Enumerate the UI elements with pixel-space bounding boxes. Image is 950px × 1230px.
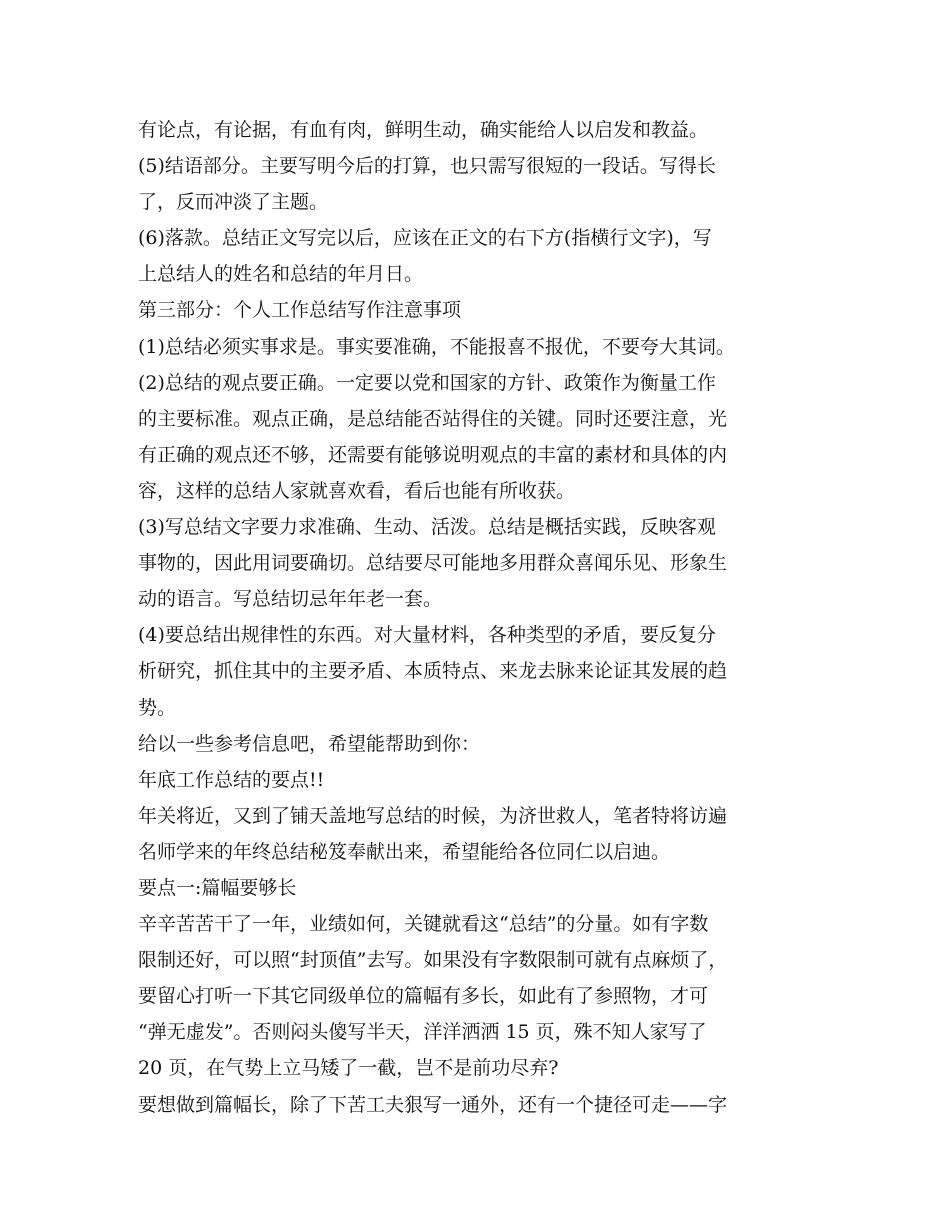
text-line: 事物的，因此用词要确切。总结要尽可能地多用群众喜闻乐见、形象生 <box>138 552 728 575</box>
text-line: (3)写总结文字要力求准确、生动、活泼。总结是概括实践，反映客观 <box>138 516 716 539</box>
text-line: 容，这样的总结人家就喜欢看，看后也能有所收获。 <box>138 479 576 502</box>
text-line: 动的语言。写总结切忌年年老一套。 <box>138 588 443 611</box>
text-line: “弹无虚发”。否则闷头傻写半天，洋洋洒洒 15 页，殊不知人家写了 <box>138 1021 707 1044</box>
text-line: 20 页，在气势上立马矮了一截，岂不是前功尽弃? <box>138 1057 559 1080</box>
text-line: 势。 <box>138 696 177 719</box>
text-line: 析研究，抓住其中的主要矛盾、本质特点、来龙去脉来论证其发展的趋 <box>138 660 728 683</box>
text-line: 有论点，有论据，有血有肉，鲜明生动，确实能给人以启发和教益。 <box>138 119 709 141</box>
document-body <box>138 112 818 1123</box>
text-line: 要留心打听一下其它同级单位的篇幅有多长，如此有了参照物，才可 <box>138 985 709 1008</box>
text-line: (4)要总结出规律性的东西。对大量材料，各种类型的矛盾，要反复分 <box>138 624 716 647</box>
text-line: (1)总结必须实事求是。事实要准确，不能报喜不报优，不要夸大其词。 <box>138 335 735 358</box>
text-line: (2)总结的观点要正确。一定要以党和国家的方针、政策作为衡量工作 <box>138 371 716 394</box>
text-line: 了，反而冲淡了主题。 <box>138 191 329 214</box>
text-line: 名师学来的年终总结秘笈奉献出来，希望能给各位同仁以启迪。 <box>138 840 671 863</box>
text-line: 辛辛苦苦干了一年，业绩如何，关键就看这“总结”的分量。如有字数 <box>138 913 709 936</box>
text-line: 有正确的观点还不够，还需要有能够说明观点的丰富的素材和具体的内 <box>138 443 728 466</box>
text-line: 限制还好，可以照“封顶值”去写。如果没有字数限制可就有点麻烦了， <box>138 949 728 972</box>
text-line: 上总结人的姓名和总结的年月日。 <box>138 263 424 286</box>
text-line: (6)落款。总结正文写完以后，应该在正文的右下方(指横行文字)，写 <box>138 227 712 250</box>
section-heading: 年底工作总结的要点!! <box>138 768 325 791</box>
section-heading: 第三部分：个人工作总结写作注意事项 <box>138 299 462 322</box>
text-line: (5)结语部分。主要写明今后的打算，也只需写很短的一段话。写得长 <box>138 155 716 178</box>
text-line: 要想做到篇幅长，除了下苦工夫狠写一通外，还有一个捷径可走——字 <box>138 1093 728 1116</box>
text-line: 的主要标准。观点正确，是总结能否站得住的关键。同时还要注意，光 <box>138 407 728 430</box>
text-line: 年关将近，又到了铺天盖地写总结的时候，为济世救人，笔者特将访遍 <box>138 804 728 827</box>
section-heading: 要点一:篇幅要够长 <box>138 876 297 899</box>
text-line: 给以一些参考信息吧，希望能帮助到你： <box>138 732 481 755</box>
